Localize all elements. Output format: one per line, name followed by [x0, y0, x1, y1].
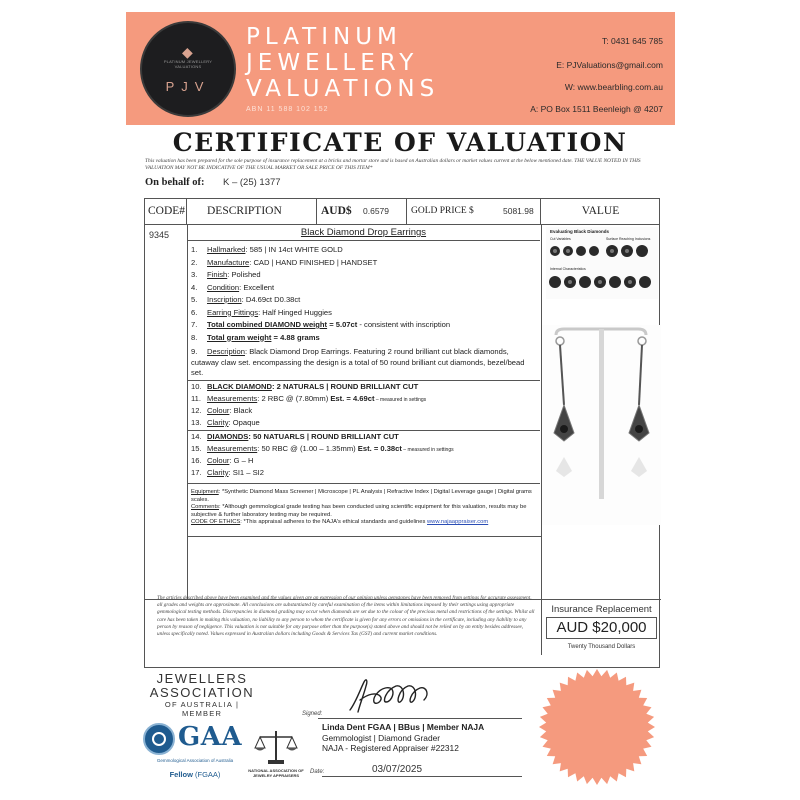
clarity-label: Clarity	[207, 468, 229, 477]
detail-note: - consistent with inscription	[357, 320, 451, 329]
fellow-sub: (FGAA)	[192, 770, 221, 779]
detail-label: Hallmarked	[207, 245, 246, 254]
diamonds-colour	[191, 456, 253, 465]
aud-rate: 0.6579	[363, 206, 389, 216]
comments-text: : *Although gemmological grade testing has been conducted using scientific equipment for this valuation, results may be subjective & further laboratory testing may be required.	[191, 504, 527, 518]
description-text: : Black Diamond Drop Earrings. Featuring 2 round brilliant cut black diamonds, cutaway claw set. encompassing the design is a total of 50 round brilliant cut diamonds, bezel/bead set.	[191, 347, 525, 377]
measurements-text: : 2 RBC @ (7.80mm)	[257, 394, 331, 403]
detail-value: : D4.69ct D0.38ct	[241, 295, 301, 304]
date-line	[322, 776, 522, 777]
aud-header: AUD$	[321, 205, 352, 217]
chart-subtitle-surface: Surface Reaching Inclusions	[606, 237, 651, 241]
insurance-amount-words: Twenty Thousand Dollars	[567, 644, 636, 650]
estimated-weight: Est. = 0.38ct	[357, 444, 402, 453]
brand-name-line-1: PLATINUM	[246, 24, 402, 50]
jewellers-association-logo	[146, 672, 258, 700]
on-behalf-value: K – (25) 1377	[223, 177, 281, 188]
value-column	[541, 225, 660, 601]
line-number: 4.	[191, 282, 198, 292]
logo-ring-text: PLATINUM JEWELLERY VALUATIONS	[163, 59, 213, 69]
date-label: Date:	[310, 769, 325, 775]
estimated-weight: Est. = 4.69ct	[330, 394, 375, 403]
clarity-text: : Opaque	[228, 418, 260, 427]
detail-line	[191, 270, 261, 279]
detail-label: Condition	[207, 282, 240, 292]
line-number: 10.	[191, 382, 202, 391]
detail-label: Total combined DIAMOND weight	[207, 320, 328, 329]
line-number: 11.	[191, 394, 201, 403]
insurance-amount: AUD $20,000	[546, 617, 657, 639]
code-column-divider	[187, 225, 188, 599]
certificate-title: CERTIFICATE OF VALUATION	[172, 128, 628, 157]
detail-line	[191, 245, 343, 254]
company-logo	[140, 21, 236, 117]
header-banner	[126, 12, 675, 125]
equipment-text: : *Synthetic Diamond Mass Screener | Microscope | PL Analysis | Refractive Index | Digital Leverage gauge | Digital grams scales.	[191, 489, 532, 503]
black-diamond-label: BLACK DIAMOND	[207, 382, 272, 391]
detail-line	[191, 258, 377, 267]
comments-label: Comments	[191, 504, 220, 511]
line-number: 12.	[191, 406, 202, 415]
black-diamond-summary: : 2 NATURALS | ROUND BRILLIANT CUT	[271, 382, 419, 391]
signer-name: Linda Dent FGAA | BBus | Member NAJA	[322, 722, 485, 732]
measurements-label: Measurements	[207, 444, 258, 453]
diamonds-heading	[191, 432, 399, 441]
diamonds-summary: : 50 NATUARLS | ROUND BRILLIANT CUT	[248, 432, 399, 441]
on-behalf-label: On behalf of:	[145, 177, 205, 188]
contact-address: A: PO Box 1511 Beenleigh @ 4207	[530, 104, 663, 114]
divider	[187, 380, 540, 381]
line-number: 9.	[191, 347, 198, 356]
ethics-note	[191, 519, 536, 527]
black-diamond-chart	[546, 227, 658, 299]
black-diamond-heading	[191, 382, 418, 391]
scales-icon	[254, 728, 298, 766]
gaa-full-name: Gemmological Association of Australia	[156, 758, 234, 763]
naja-logo-text: NATIONAL ASSOCIATION OF JEWELRY APPRAISERS	[248, 768, 304, 778]
detail-label: Total gram weight	[207, 332, 272, 342]
contact-phone: T: 0431 645 785	[602, 36, 663, 46]
detail-line	[191, 295, 300, 304]
ja-member-text: OF AUSTRALIA | MEMBER	[164, 700, 240, 718]
diamonds-measurements	[191, 444, 454, 453]
detail-value: : 585 | IN 14ct WHITE GOLD	[245, 245, 343, 254]
gaa-emblem-icon	[143, 723, 175, 755]
insurance-label: Insurance Replacement	[551, 604, 652, 615]
earring-photo	[542, 325, 661, 525]
chart-subtitle-cut: Cut Variables	[550, 237, 571, 241]
detail-value: : CAD | HAND FINISHED | HANDSET	[249, 257, 378, 267]
line-number: 3.	[191, 270, 198, 279]
gaa-logo-text: GAA	[178, 722, 243, 752]
line-number: 7.	[191, 320, 198, 329]
line-number: 8.	[191, 332, 198, 342]
black-diamond-colour	[191, 406, 252, 415]
code-header-cell	[145, 199, 187, 225]
equipment-note	[191, 489, 536, 504]
detail-value: : Half Hinged Huggies	[258, 307, 332, 317]
contact-website[interactable]: W: www.bearbling.com.au	[564, 82, 663, 92]
signer-title: Gemmologist | Diamond Grader	[322, 732, 441, 743]
naja-link[interactable]: www.najaappraiser.com	[427, 519, 489, 526]
description-header-cell	[187, 199, 317, 225]
aud-header-cell	[317, 199, 407, 225]
divider	[187, 483, 540, 484]
detail-line	[191, 320, 450, 329]
ethics-text: : *This appraisal adheres to the NAJA's ethical standards and guidelines	[240, 519, 427, 526]
testing-notes	[191, 489, 536, 527]
clarity-text: : SI1 – SI2	[228, 468, 264, 477]
gaa-fellow-badge	[140, 770, 250, 779]
divider	[187, 536, 541, 537]
colour-label: Colour	[207, 406, 230, 415]
equipment-label: Equipment	[191, 489, 219, 495]
signature-line	[318, 718, 522, 719]
detail-label: Finish	[207, 270, 228, 279]
line-number: 2.	[191, 257, 198, 267]
signed-label: Signed:	[302, 711, 323, 717]
insurance-box	[541, 599, 660, 655]
description-label: Description	[207, 347, 245, 356]
gold-price-header-cell	[407, 199, 541, 225]
signer-registration: NAJA - Registered Appraiser #22312	[322, 743, 459, 753]
item-code: 9345	[149, 230, 170, 240]
measurement-note: – measured in settings	[374, 397, 427, 403]
code-header: CODE#	[148, 205, 186, 217]
ja-line-1: JEWELLERS	[156, 671, 248, 686]
divider	[187, 240, 540, 241]
detail-label: Inscription	[207, 295, 242, 304]
detail-value: : Excellent	[239, 282, 275, 292]
abn-number: ABN 11 588 102 152	[246, 106, 329, 113]
brand-name-line-3: VALUATIONS	[246, 76, 440, 102]
line-number: 16.	[191, 456, 202, 465]
signer-details	[322, 722, 484, 754]
gold-price-header: GOLD PRICE $	[411, 206, 474, 216]
chart-subtitle-internal: Internal Characteristics	[550, 267, 586, 271]
ja-line-2: ASSOCIATION	[149, 685, 255, 700]
line-number: 14.	[191, 432, 202, 441]
valuation-table	[144, 198, 660, 668]
measurements-label: Measurements	[207, 394, 258, 403]
colour-text: : G – H	[229, 456, 254, 465]
legal-disclaimer: The articles described above have been examined and the values given are an expression of our opinion unless gemstones have been removed from settings for accurate assessment, all grades and weights are approximate. All conclusions are substantiated by careful examination of the items within limitations imposed by their settings using appropriate gemmological testing methods. Discrepancies in diamond grading may occur when diamonds are set due to the colour of the precious metal and restrictions of the settings. Whilst all care has been taken in making this valuation, no liability to any person to whom the certificate is given for any errors or omissions in the certificate, including any liability to any person by reason of negligence. This valuation is not suitable for any purpose other than the purpose(s) stated above and should not be relied on by an entity besides addressee, unless specifically noted. Values expressed in Australian dollars including Goods & Services Tax (GST) and current market conditions.	[157, 595, 535, 638]
black-diamond-measurements	[191, 394, 426, 403]
brand-name-line-2: JEWELLERY	[246, 50, 419, 76]
date-value: 03/07/2025	[372, 764, 423, 775]
comments-note	[191, 504, 536, 519]
line-number: 6.	[191, 307, 198, 317]
value-header-cell	[541, 199, 660, 225]
value-header: VALUE	[581, 205, 620, 217]
diamond-icon: ◆	[182, 45, 193, 61]
gold-price-value: 5081.98	[503, 206, 534, 216]
line-number: 15.	[191, 444, 202, 453]
divider	[187, 430, 540, 431]
detail-label: Earring Fittings	[207, 307, 259, 317]
line-number: 17.	[191, 468, 202, 477]
contact-email[interactable]: E: PJValuations@gmail.com	[556, 60, 663, 70]
colour-label: Colour	[207, 456, 230, 465]
detail-line	[191, 283, 274, 292]
diamonds-clarity	[191, 468, 264, 477]
diamonds-label: DIAMONDS	[207, 432, 249, 441]
detail-label: Manufacture	[207, 257, 250, 267]
ethics-label: CODE OF ETHICS	[191, 519, 241, 526]
line-number: 13.	[191, 418, 202, 427]
embossed-seal	[538, 668, 656, 786]
logo-monogram: PJV	[165, 79, 211, 94]
detail-line	[191, 308, 332, 317]
detail-value: = 4.88 grams	[271, 332, 320, 342]
item-title: Black Diamond Drop Earrings	[300, 227, 427, 238]
chart-title: Evaluating Black Diamonds	[550, 229, 610, 234]
colour-text: : Black	[229, 406, 253, 415]
detail-value: : Polished	[227, 270, 261, 279]
handwritten-signature	[346, 672, 446, 716]
detail-line	[191, 333, 320, 342]
detail-value: = 5.07ct	[327, 320, 358, 329]
line-number: 5.	[191, 295, 198, 304]
intro-statement: This valuation has been prepared for the sole purpose of insurance replacement at a bricks and mortar store and is based on Australian dollars or market values current at the below mentioned date. THE VALUE NOTED IN THIS VALUATION MAY NOT BE INDICATIVE OF THE USUAL MARKET OR SALE PRICE OF THIS ITEM*	[145, 158, 641, 171]
clarity-label: Clarity	[207, 418, 229, 427]
black-diamond-clarity	[191, 418, 260, 427]
fellow-label: Fellow	[169, 770, 193, 779]
black-diamonds-graphic	[546, 227, 658, 299]
description-header: DESCRIPTION	[207, 205, 282, 217]
description-paragraph	[191, 347, 536, 379]
line-number: 1.	[191, 245, 198, 254]
measurement-note: – measured in settings	[401, 447, 454, 453]
measurements-text: : 50 RBC @ (1.00 – 1.35mm)	[257, 444, 358, 453]
